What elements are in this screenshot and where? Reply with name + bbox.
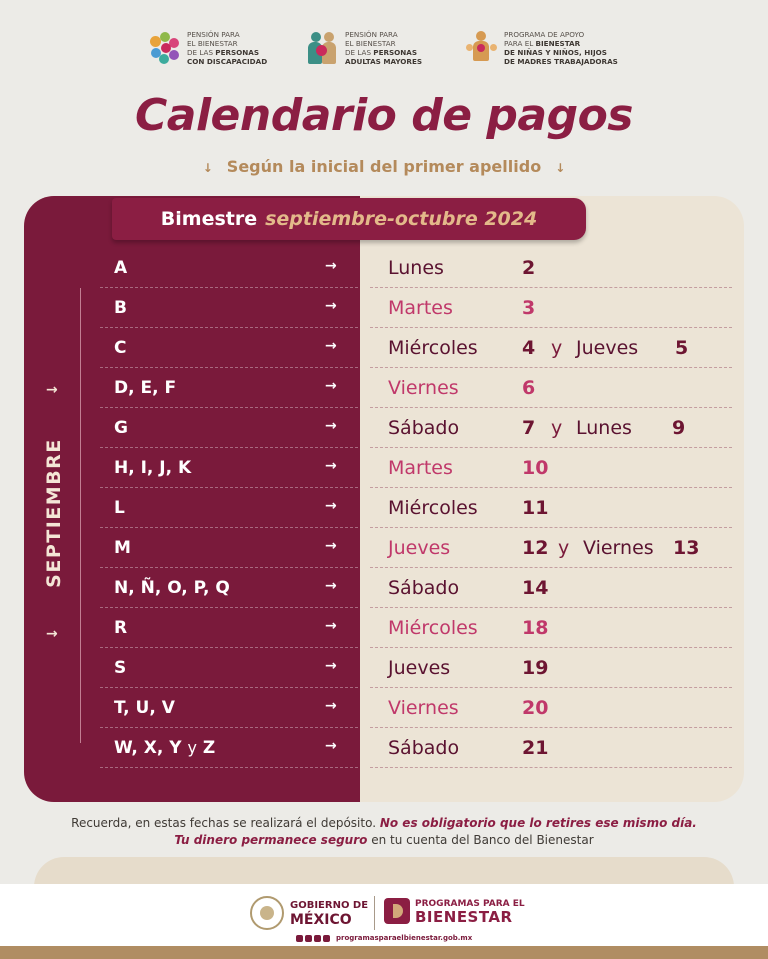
national-seal-icon [250,896,284,930]
table-row [0,608,768,648]
date-cell: 2 [522,257,536,279]
gobierno-mexico-logo: GOBIERNO DE MÉXICO [250,896,368,930]
facebook-icon[interactable] [296,935,303,942]
table-row [0,728,768,768]
arrow-right-icon: → [325,498,337,514]
letters-cell: C [114,338,127,358]
table-row [0,368,768,408]
table-row [0,688,768,728]
bimestre-badge: Bimestre septiembre-octubre 2024 [112,198,586,240]
date-cell: 10 [522,457,549,479]
day-cell-2: Jueves [576,337,639,359]
day-cell: Lunes [388,257,444,279]
date-cell: 3 [522,297,536,319]
instagram-icon[interactable] [314,935,321,942]
date-cell: 18 [522,617,549,639]
letters-cell: B [114,298,127,318]
letters-cell: R [114,618,128,638]
letters-cell: M [114,538,131,558]
date-cell-2: 5 [675,337,689,359]
elderly-pension-logo: PENSIÓN PARA EL BIENESTAR DE LAS PERSONAS ADULTAS MAYORES [304,30,422,66]
table-row [0,328,768,368]
table-row [0,488,768,528]
conjunction: y [551,337,563,359]
table-row [0,448,768,488]
arrow-right-icon: → [46,382,58,398]
day-cell: Sábado [388,737,460,759]
x-icon[interactable] [305,935,312,942]
arrow-right-icon: → [325,578,337,594]
disability-pension-logo-icon [146,30,182,66]
bienestar-logo-icon [384,898,410,924]
deposit-note: Recuerda, en estas fechas se realizará el depósito. No es obligatorio que lo retires ese mismo día. Tu dinero permanece seguro en tu cuenta del Banco del Bienestar [71,816,697,847]
programas-bienestar-logo: PROGRAMAS PARA EL BIENESTAR [384,898,525,924]
social-links [296,934,472,942]
date-cell: 7 [522,417,536,439]
letters-cell: A [114,258,128,278]
arrow-right-icon: → [325,338,337,354]
date-cell: 4 [522,337,536,359]
letters-cell: W, X, Y y Z [114,738,216,758]
letters-cell: L [114,498,125,518]
arrow-down-icon: ↓ [555,161,566,175]
letters-cell: H, I, J, K [114,458,192,478]
day-cell: Sábado [388,417,460,439]
disability-pension-logo: PENSIÓN PARA EL BIENESTAR DE LAS PERSONAS CON DISCAPACIDAD [146,30,267,66]
date-cell: 6 [522,377,536,399]
working-mothers-program-logo: PROGRAMA DE APOYO PARA EL BIENESTAR DE NIÑAS Y NIÑOS, HIJOS DE MADRES TRABAJADORAS [463,30,618,66]
footer [0,884,768,946]
day-cell: Martes [388,457,453,479]
footer-divider [374,896,375,930]
website-link[interactable]: programasparaelbienestar.gob.mx [336,934,473,942]
day-cell: Miércoles [388,497,478,519]
working-mothers-program-logo-icon [463,30,499,66]
arrow-right-icon: → [325,378,337,394]
day-cell: Sábado [388,577,460,599]
page-title: Calendario de pagos [134,90,633,141]
conjunction: y [558,537,570,559]
arrow-right-icon: → [325,258,337,274]
date-cell: 20 [522,697,549,719]
day-cell: Miércoles [388,337,478,359]
header-logos [0,30,768,78]
date-cell: 19 [522,657,549,679]
date-cell: 21 [522,737,549,759]
arrow-right-icon: → [46,626,58,642]
day-cell: Jueves [388,537,451,559]
date-cell-2: 13 [673,537,700,559]
bottom-bar [0,946,768,959]
letters-cell: T, U, V [114,698,175,718]
arrow-right-icon: → [325,738,337,754]
day-cell-2: Viernes [583,537,654,559]
date-cell: 11 [522,497,549,519]
table-row [0,568,768,608]
arrow-right-icon: → [325,298,337,314]
letters-cell: D, E, F [114,378,177,398]
page-subtitle: ↓ Según la inicial del primer apellido ↓ [202,157,566,176]
date-cell: 12 [522,537,549,559]
arrow-right-icon: → [325,458,337,474]
day-cell: Martes [388,297,453,319]
day-cell: Miércoles [388,617,478,639]
letters-cell: G [114,418,128,438]
day-cell-2: Lunes [576,417,632,439]
date-cell-2: 9 [672,417,686,439]
arrow-right-icon: → [325,418,337,434]
table-row [0,528,768,568]
conjunction: y [551,417,563,439]
date-cell: 14 [522,577,549,599]
day-cell: Jueves [388,657,451,679]
arrow-down-icon: ↓ [202,161,213,175]
table-row [0,288,768,328]
table-row [0,248,768,288]
youtube-icon[interactable] [323,935,330,942]
table-row [0,648,768,688]
arrow-right-icon: → [325,538,337,554]
letters-cell: N, Ñ, O, P, Q [114,578,230,598]
letters-cell: S [114,658,127,678]
arrow-right-icon: → [325,658,337,674]
elderly-pension-logo-icon [304,30,340,66]
arrow-right-icon: → [325,698,337,714]
day-cell: Viernes [388,697,459,719]
table-row [0,408,768,448]
arrow-right-icon: → [325,618,337,634]
day-cell: Viernes [388,377,459,399]
